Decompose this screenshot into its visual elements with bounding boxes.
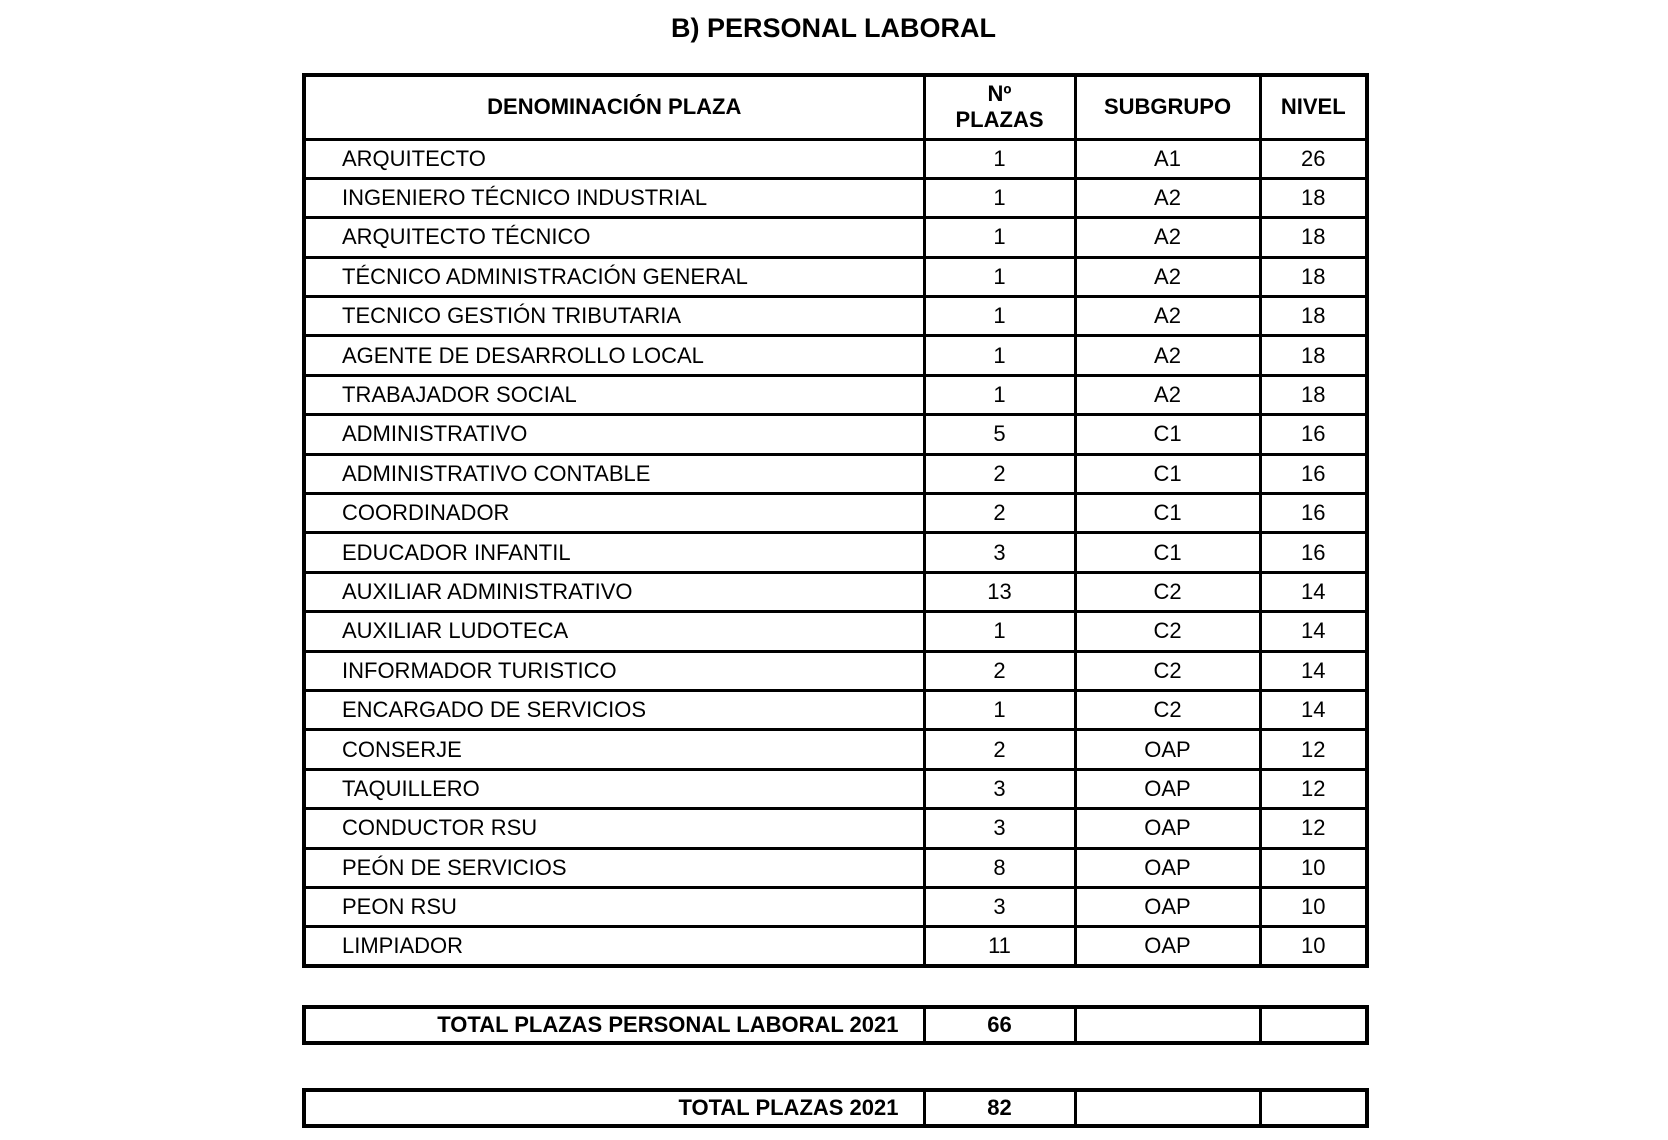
num-plazas-cell: 3: [924, 887, 1075, 926]
subgrupo-cell: OAP: [1075, 848, 1260, 887]
num-plazas-header-line1: Nº: [987, 81, 1012, 107]
num-plazas-cell: 1: [924, 612, 1075, 651]
subgrupo-cell: A2: [1075, 218, 1260, 257]
num-plazas-cell: 1: [924, 139, 1075, 178]
num-plazas-cell: 2: [924, 454, 1075, 493]
table-row: [304, 139, 1367, 178]
table-row: [304, 730, 1367, 769]
subgrupo-cell: OAP: [1075, 809, 1260, 848]
table-row: [304, 218, 1367, 257]
table-row: [304, 769, 1367, 808]
nivel-cell: 14: [1260, 651, 1367, 690]
total-laboral-value-cell: 66: [924, 1007, 1075, 1043]
nivel-cell: 10: [1260, 887, 1367, 926]
plaza-cell: ENCARGADO DE SERVICIOS: [304, 690, 924, 729]
num-plazas-cell: 3: [924, 533, 1075, 572]
table-row: [304, 572, 1367, 611]
table-row: [304, 257, 1367, 296]
plaza-cell: TRABAJADOR SOCIAL: [304, 375, 924, 414]
num-plazas-cell: 3: [924, 769, 1075, 808]
nivel-cell: 18: [1260, 336, 1367, 375]
num-plazas-cell: 8: [924, 848, 1075, 887]
subgrupo-cell: C1: [1075, 415, 1260, 454]
nivel-cell: 16: [1260, 533, 1367, 572]
plaza-cell: PEÓN DE SERVICIOS: [304, 848, 924, 887]
nivel-cell: 10: [1260, 927, 1367, 966]
subgrupo-cell: C2: [1075, 690, 1260, 729]
num-plazas-cell: 1: [924, 690, 1075, 729]
personal-laboral-table: [302, 73, 1369, 968]
plaza-cell: CONDUCTOR RSU: [304, 809, 924, 848]
table-row: [304, 494, 1367, 533]
plaza-cell: TECNICO GESTIÓN TRIBUTARIA: [304, 297, 924, 336]
total-general-table: [302, 1088, 1369, 1128]
table-row: [304, 651, 1367, 690]
subgrupo-cell: A2: [1075, 178, 1260, 217]
subgrupo-cell: OAP: [1075, 730, 1260, 769]
table-row: [304, 415, 1367, 454]
plaza-cell: LIMPIADOR: [304, 927, 924, 966]
plaza-cell: INFORMADOR TURISTICO: [304, 651, 924, 690]
empty-nivel-cell: [1260, 1007, 1367, 1043]
nivel-cell: 12: [1260, 730, 1367, 769]
nivel-cell: 10: [1260, 848, 1367, 887]
num-plazas-cell: 1: [924, 375, 1075, 414]
num-plazas-cell: 2: [924, 494, 1075, 533]
table-row: [304, 612, 1367, 651]
num-plazas-cell: 3: [924, 809, 1075, 848]
num-plazas-cell: 1: [924, 218, 1075, 257]
nivel-cell: 26: [1260, 139, 1367, 178]
subgrupo-cell: A2: [1075, 336, 1260, 375]
plaza-cell: ARQUITECTO TÉCNICO: [304, 218, 924, 257]
nivel-cell: 16: [1260, 494, 1367, 533]
plaza-cell: TÉCNICO ADMINISTRACIÓN GENERAL: [304, 257, 924, 296]
table-row: [304, 848, 1367, 887]
num-plazas-cell: 1: [924, 336, 1075, 375]
subgrupo-cell: C1: [1075, 533, 1260, 572]
table-row: [304, 887, 1367, 926]
nivel-cell: 14: [1260, 612, 1367, 651]
plaza-cell: AUXILIAR ADMINISTRATIVO: [304, 572, 924, 611]
subgrupo-cell: OAP: [1075, 887, 1260, 926]
subgrupo-cell: A2: [1075, 257, 1260, 296]
nivel-cell: 18: [1260, 257, 1367, 296]
subgrupo-cell: C2: [1075, 572, 1260, 611]
subgrupo-cell: A1: [1075, 139, 1260, 178]
table-row: [304, 297, 1367, 336]
num-plazas-cell: 5: [924, 415, 1075, 454]
table-row: [304, 533, 1367, 572]
num-plazas-cell: 13: [924, 572, 1075, 611]
num-plazas-cell: 2: [924, 730, 1075, 769]
nivel-cell: 14: [1260, 572, 1367, 611]
nivel-cell: 12: [1260, 809, 1367, 848]
col-header-subgrupo: SUBGRUPO: [1075, 75, 1260, 139]
section-title: B) PERSONAL LABORAL: [670, 13, 996, 43]
num-plazas-cell: 11: [924, 927, 1075, 966]
table-row: [304, 454, 1367, 493]
subgrupo-cell: OAP: [1075, 769, 1260, 808]
header-row: [304, 75, 1367, 139]
subgrupo-cell: C1: [1075, 494, 1260, 533]
table-row: [304, 809, 1367, 848]
nivel-cell: 16: [1260, 415, 1367, 454]
plaza-cell: AGENTE DE DESARROLLO LOCAL: [304, 336, 924, 375]
col-header-num-plazas: [924, 75, 1075, 139]
table-row: [304, 178, 1367, 217]
total-laboral-label-cell: TOTAL PLAZAS PERSONAL LABORAL 2021: [304, 1007, 924, 1043]
num-plazas-cell: 1: [924, 257, 1075, 296]
num-plazas-cell: 1: [924, 178, 1075, 217]
plaza-cell: ARQUITECTO: [304, 139, 924, 178]
subgrupo-cell: C2: [1075, 651, 1260, 690]
nivel-cell: 18: [1260, 297, 1367, 336]
empty-nivel-cell: [1260, 1090, 1367, 1126]
nivel-cell: 16: [1260, 454, 1367, 493]
empty-subgrupo-cell: [1075, 1090, 1260, 1126]
plaza-cell: INGENIERO TÉCNICO INDUSTRIAL: [304, 178, 924, 217]
subgrupo-cell: A2: [1075, 297, 1260, 336]
total-general-value-cell: 82: [924, 1090, 1075, 1126]
table-row: [304, 336, 1367, 375]
nivel-cell: 18: [1260, 218, 1367, 257]
subgrupo-cell: A2: [1075, 375, 1260, 414]
subgrupo-cell: C2: [1075, 612, 1260, 651]
subgrupo-cell: C1: [1075, 454, 1260, 493]
table-row: [304, 927, 1367, 966]
plaza-cell: CONSERJE: [304, 730, 924, 769]
num-plazas-cell: 2: [924, 651, 1075, 690]
empty-subgrupo-cell: [1075, 1007, 1260, 1043]
nivel-cell: 18: [1260, 375, 1367, 414]
total-laboral-row: [304, 1007, 1367, 1043]
total-general-label-cell: TOTAL PLAZAS 2021: [304, 1090, 924, 1126]
subgrupo-cell: OAP: [1075, 927, 1260, 966]
nivel-cell: 18: [1260, 178, 1367, 217]
num-plazas-header-line2: PLAZAS: [955, 107, 1044, 133]
plaza-cell: AUXILIAR LUDOTECA: [304, 612, 924, 651]
num-plazas-cell: 1: [924, 297, 1075, 336]
plaza-cell: ADMINISTRATIVO: [304, 415, 924, 454]
plaza-cell: TAQUILLERO: [304, 769, 924, 808]
plaza-cell: PEON RSU: [304, 887, 924, 926]
table-row: [304, 375, 1367, 414]
plaza-cell: COORDINADOR: [304, 494, 924, 533]
plaza-cell: EDUCADOR INFANTIL: [304, 533, 924, 572]
col-header-denominacion-plaza: DENOMINACIÓN PLAZA: [304, 75, 924, 139]
table-row: [304, 690, 1367, 729]
col-header-nivel: NIVEL: [1260, 75, 1367, 139]
plaza-cell: ADMINISTRATIVO CONTABLE: [304, 454, 924, 493]
nivel-cell: 14: [1260, 690, 1367, 729]
total-laboral-table: [302, 1005, 1369, 1045]
nivel-cell: 12: [1260, 769, 1367, 808]
total-general-row: [304, 1090, 1367, 1126]
